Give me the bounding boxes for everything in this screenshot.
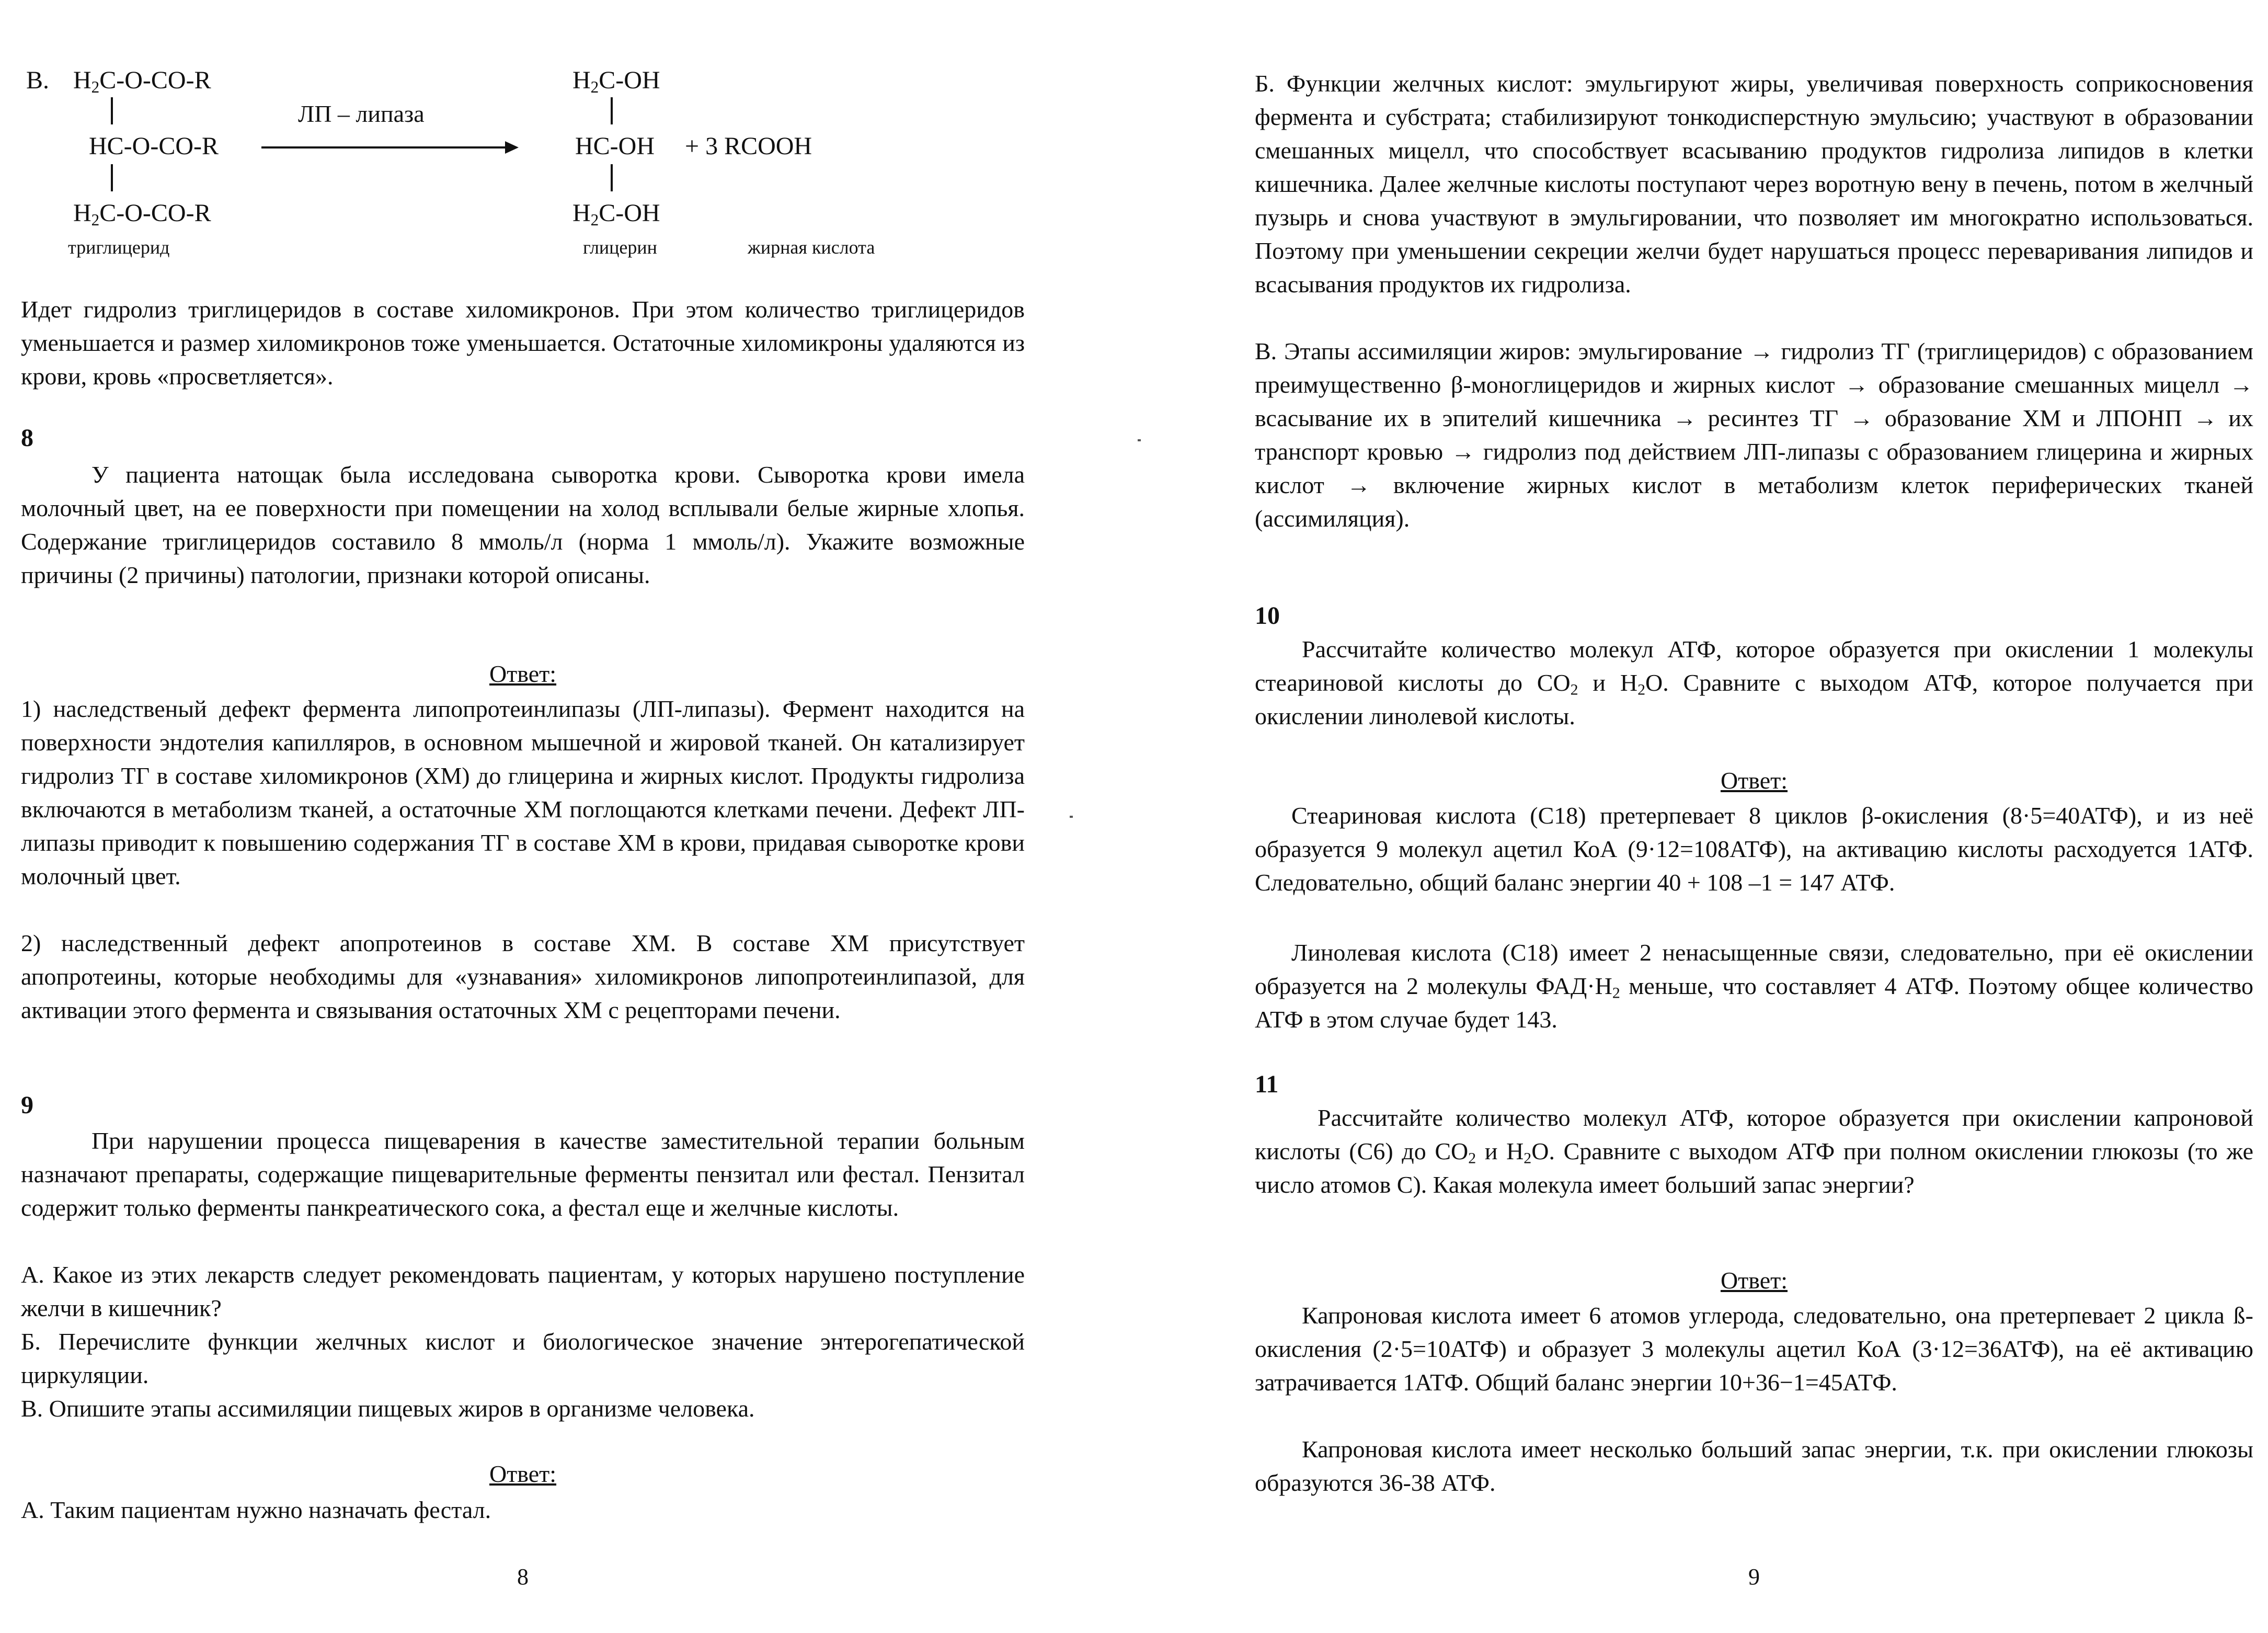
task-9-number: 9 bbox=[21, 1091, 33, 1119]
caption-triglyceride: триглицерид bbox=[68, 237, 170, 258]
bond-line bbox=[611, 97, 613, 124]
page-number-left: 8 bbox=[517, 1564, 529, 1590]
scan-speck bbox=[1070, 816, 1073, 818]
task-9-answer-c: В. Этапы ассимиляции жиров: эмульгирование → гидролиз ТГ (триглицеридов) с образованием преимущественно β-моноглицеридов и жирных кислот → образование смешанных мицелл → всасывание их в эпителий кишечника → ресинтез ТГ → образование ХМ и ЛПОНП → их транспорт кровью → гидролиз под действием ЛП-липазы с образованием глицерина и жирных кислот → включение жирных кислот в метаболизм клеток периферических тканей (ассимиляция). bbox=[1255, 338, 2253, 532]
product-line-2: HC-OH bbox=[575, 132, 655, 160]
reactant-line-2: HC-O-CO-R bbox=[89, 132, 219, 160]
task-9-answer-a: А. Таким пациентам нужно назначать фестал. bbox=[21, 1497, 491, 1523]
task-9-question-a: А. Какое из этих лекарств следует рекомендовать пациентам, у которых нарушено поступление желчи в кишечник? bbox=[21, 1261, 1025, 1321]
task-8-answer-label: Ответ: bbox=[489, 660, 557, 687]
reactant-line-3: $H_2C-O-CO-R$ bbox=[73, 199, 211, 229]
task-8-answer-1: 1) наследственый дефект фермента липопротеинлипазы (ЛП-липазы). Фермент находится на поверхности эндотелия капилляров, в основном мышечной и жировой тканей. Он катализирует гидролиз ТГ в составе хиломикронов (ХМ) до глицерина и жирных кислот. Продукты гидролиза включаются в метаболизм тканей, а остаточные ХМ поглощаются клетками печени. Дефект ЛП-липазы приводит к повышению содержания ТГ в составе ХМ в крови, придавая сыворотке крови молочный цвет. bbox=[21, 695, 1025, 889]
task-9-answer-b: Б. Функции желчных кислот: эмульгируют жиры, увеличивая поверхность соприкосновения фермента и субстрата; стабилизируют тонкодисперстную эмульсию; участвуют в образовании смешанных мицелл, что способствует всасыванию продуктов гидролиза липидов в клетки кишечника. Далее желчные кислоты поступают через воротную вену в печень, потом в желчный пузырь и снова участвуют в эмульгировании, что позволяет им многократно использоваться. Поэтому при уменьшении секреции желчи будет нарушаться процесс переваривания липидов и всасывания продуктов их гидролиза. bbox=[1255, 70, 2253, 298]
task-11-number: 11 bbox=[1255, 1070, 1279, 1098]
task-9-intro: При нарушении процесса пищеварения в качестве заместительной терапии больным назначают препараты, содержащие пищеварительные ферменты пензитал или фестал. Пензитал содержит только ферменты панкреатического сока, а фестал еще и желчные кислоты. bbox=[21, 1127, 1025, 1221]
task-10-answer-2: Линолевая кислота (С18) имеет 2 ненасыщенные связи, следовательно, при её окислении образуется на 2 молекулы $ФАД\cdot H_2$ меньше, что составляет 4 АТФ. Поэтому общее количество АТФ в этом случае будет 143. bbox=[1255, 939, 2253, 1033]
plus-acid: + 3 RCOOH bbox=[685, 132, 812, 160]
caption-fatty-acid: жирная кислота bbox=[748, 237, 875, 258]
reactant-line-1: $H_2C-O-CO-R$ bbox=[73, 66, 211, 96]
product-line-1: $H_2C-OH$ bbox=[572, 66, 660, 96]
task-10-answer-1: Стеариновая кислота (С18) претерпевает 8 циклов β-окисления (8·5=40АТФ), и из неё образуется 9 молекул ацетил КоА (9·12=108АТФ), на активацию кислоты расходуется 1АТФ. Следовательно, общий баланс энергии 40 + 108 –1 = 147 АТФ. bbox=[1255, 802, 2253, 896]
task-10-question: Рассчитайте количество молекул АТФ, которое образуется при окислении 1 молекулы стеариновой кислоты до $CO_2$ и $H_2O$. Сравните с выходом АТФ, которое получается при окислении линолевой кислоты. bbox=[1255, 636, 2254, 729]
task-8-answer-2: 2) наследственный дефект апопротеинов в составе ХМ. В составе ХМ присутствует апопротеины, которые необходимы для «узнавания» хиломикронов липопротеинлипазой, для активации этого фермента и связывания остаточных ХМ с рецепторами печени. bbox=[21, 930, 1025, 1023]
arrow-head bbox=[505, 141, 519, 154]
caption-glycerol: глицерин bbox=[583, 237, 657, 258]
task-11-answer-label: Ответ: bbox=[1720, 1267, 1788, 1294]
task-8-question: У пациента натощак была исследована сыворотка крови. Сыворотка крови имела молочный цвет, на ее поверхности при помещении на холод всплывали белые жирные хлопья. Содержание триглицеридов составило 8 ммоль/л (норма 1 ммоль/л). Укажите возможные причины (2 причины) патологии, признаки которой описаны. bbox=[21, 461, 1025, 588]
enzyme-label: ЛП – липаза bbox=[298, 100, 425, 127]
product-line-3: $H_2C-OH$ bbox=[572, 199, 660, 229]
task-9-answer-label: Ответ: bbox=[489, 1460, 557, 1487]
left-page bbox=[21, 0, 1025, 1633]
bond-line bbox=[111, 97, 113, 124]
scan-speck bbox=[1138, 439, 1141, 441]
reaction-arrow bbox=[261, 146, 507, 149]
task-9-question-c: В. Опишите этапы ассимиляции пищевых жиров в организме человека. bbox=[21, 1395, 755, 1422]
right-page bbox=[1255, 0, 2253, 1633]
page-number-right: 9 bbox=[1748, 1564, 1760, 1590]
task-9-question-b: Б. Перечислите функции желчных кислот и биологическое значение энтерогепатической циркуляции. bbox=[21, 1328, 1025, 1388]
reaction-label: В. bbox=[26, 66, 50, 94]
task-10-answer-label: Ответ: bbox=[1720, 767, 1788, 794]
task-8-number: 8 bbox=[21, 424, 33, 452]
reaction-description: Идет гидролиз триглицеридов в составе хиломикронов. При этом количество триглицеридов уменьшается и размер хиломикронов тоже уменьшается. Остаточные хиломикроны удаляются из крови, кровь «просветляется». bbox=[21, 296, 1025, 390]
task-11-answer-2: Капроновая кислота имеет несколько больший запас энергии, т.к. при окислении глюкозы образуются 36-38 АТФ. bbox=[1255, 1436, 2253, 1496]
task-10-number: 10 bbox=[1255, 602, 1280, 630]
task-11-question: Рассчитайте количество молекул АТФ, которое образуется при окислении капроновой кислоты (С6) до $CO_2$ и $H_2O$. Сравните с выходом АТФ при полном окислении глюкозы (то же число атомов С). Какая молекула имеет больший запас энергии? bbox=[1255, 1104, 2253, 1198]
bond-line bbox=[611, 164, 613, 191]
bond-line bbox=[111, 164, 113, 191]
task-11-answer-1: Капроновая кислота имеет 6 атомов углерода, следовательно, она претерпевает 2 цикла ß-окисления (2·5=10АТФ) и образует 3 молекулы ацетил КоА (3·12=36АТФ), на её активацию затрачивается 1АТФ. Общий баланс энергии 10+36−1=45АТФ. bbox=[1255, 1302, 2253, 1396]
